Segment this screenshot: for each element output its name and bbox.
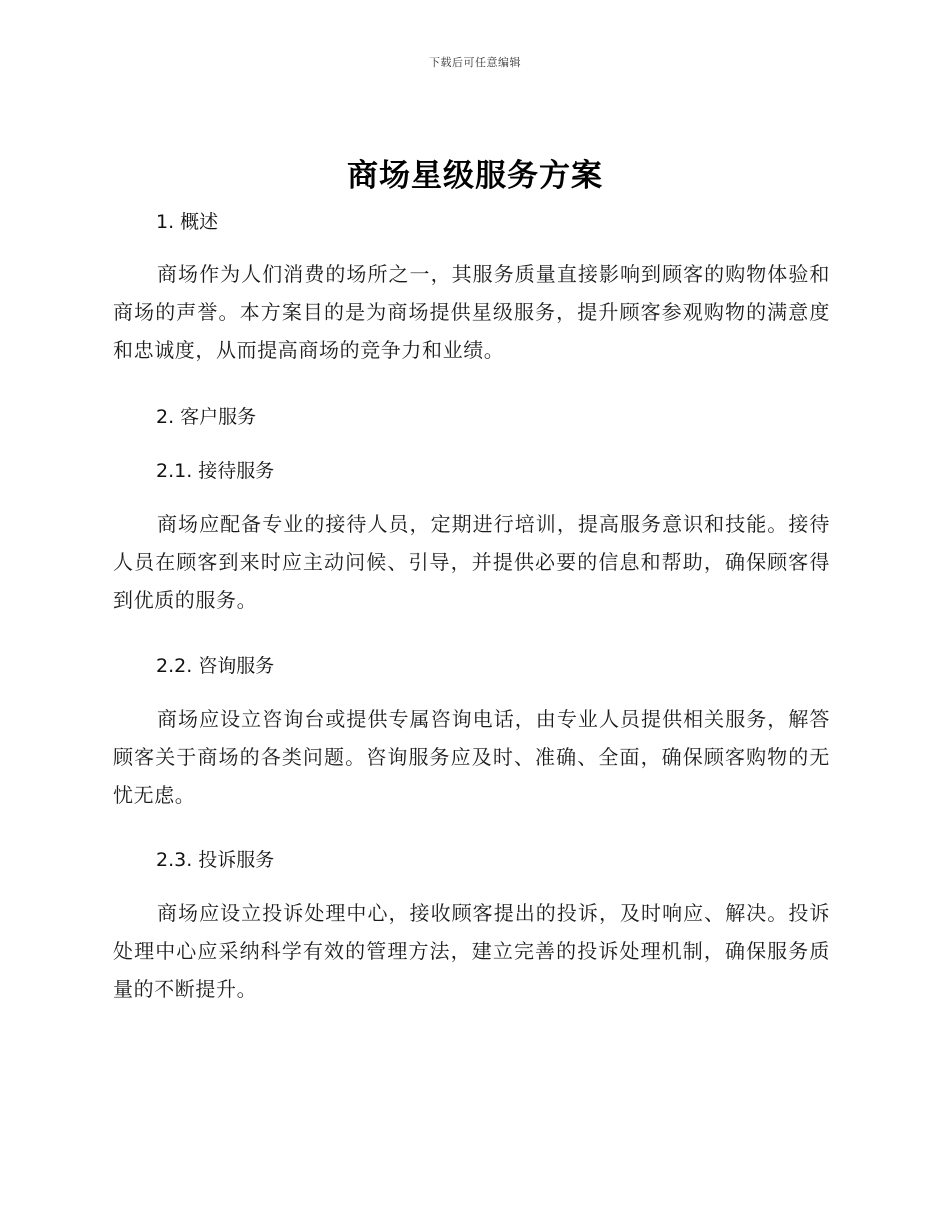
section-heading-consultation-service: 2.2. 咨询服务 [156, 655, 275, 677]
section-heading-overview: 1. 概述 [156, 211, 219, 233]
section-heading-reception-service: 2.1. 接待服务 [156, 460, 275, 482]
paragraph-overview: 商场作为人们消费的场所之一，其服务质量直接影响到顾客的购物体验和商场的声誉。本方案目的是为商场提供星级服务，提升顾客参观购物的满意度和忠诚度，从而提高商场的竞争力和业绩。 [113, 262, 830, 362]
paragraph-consultation-service: 商场应设立咨询台或提供专属咨询电话，由专业人员提供相关服务，解答顾客关于商场的各类问题。咨询服务应及时、准确、全面，确保顾客购物的无忧无虑。 [113, 707, 830, 807]
paragraph-reception-service: 商场应配备专业的接待人员，定期进行培训，提高服务意识和技能。接待人员在顾客到来时应主动问候、引导，并提供必要的信息和帮助，确保顾客得到优质的服务。 [113, 512, 830, 612]
paragraph-complaint-service: 商场应设立投诉处理中心，接收顾客提出的投诉，及时响应、解决。投诉处理中心应采纳科学有效的管理方法，建立完善的投诉处理机制，确保服务质量的不断提升。 [113, 901, 830, 1001]
section-heading-customer-service: 2. 客户服务 [156, 406, 257, 428]
document-title: 商场星级服务方案 [347, 158, 603, 194]
section-heading-complaint-service: 2.3. 投诉服务 [156, 849, 275, 871]
header-note: 下载后可任意编辑 [429, 56, 521, 69]
